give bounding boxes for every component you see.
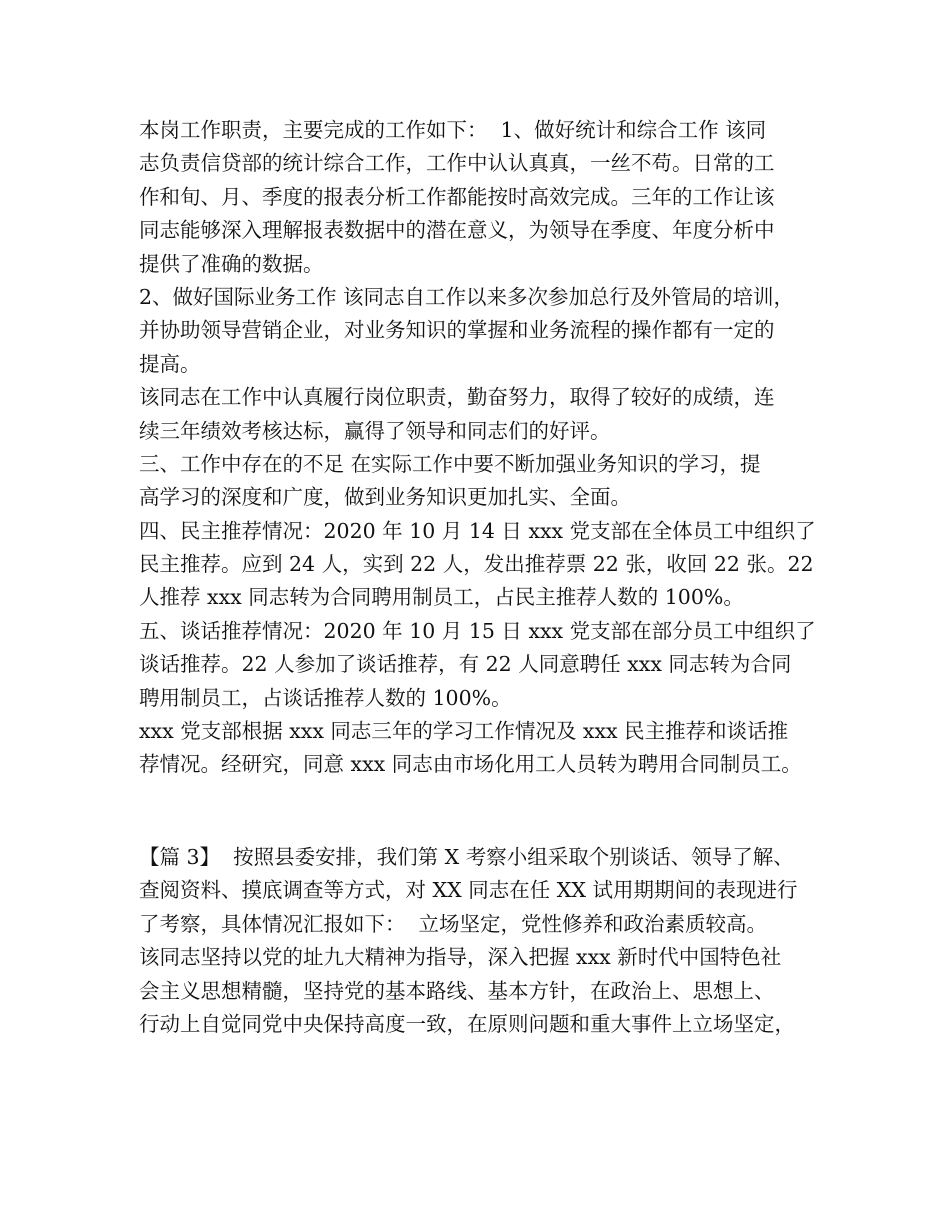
- text-line: 提供了准确的数据。: [139, 251, 324, 276]
- text-line: 志负责信贷部的统计综合工作，工作中认认真真，一丝不苟。日常的工: [139, 151, 775, 176]
- text-line: 提高。: [139, 351, 201, 376]
- text-section-b: [139, 841, 839, 1041]
- text-line: 并协助领导营销企业，对业务知识的掌握和业务流程的操作都有一定的: [139, 318, 775, 343]
- text-section-a: [139, 114, 839, 782]
- text-line: 四、民主推荐情况：2020 年 10 月 14 日 xxx 党支部在全体员工中组织了: [139, 518, 816, 543]
- text-line: 查阅资料、摸底调查等方式，对 XX 同志在任 XX 试用期期间的表现进行: [139, 878, 798, 903]
- text-line: 2、做好国际业务工作 该同志自工作以来多次参加总行及外管局的培训，: [139, 284, 795, 309]
- text-line: 三、工作中存在的不足 在实际工作中要不断加强业务知识的学习，提: [139, 451, 761, 476]
- text-line: 民主推荐。应到 24 人，实到 22 人，发出推荐票 22 张，收回 22 张。22: [139, 552, 814, 577]
- text-line: 高学习的深度和广度，做到业务知识更加扎实、全面。: [139, 485, 631, 510]
- text-line: 本岗工作职责，主要完成的工作如下： 1、做好统计和综合工作 该同: [139, 118, 767, 142]
- text-line: 同志能够深入理解报表数据中的潜在意义，为领导在季度、年度分析中: [139, 218, 775, 243]
- text-line: 谈话推荐。22 人参加了谈话推荐，有 22 人同意聘任 xxx 同志转为合同: [139, 652, 792, 677]
- text-line: 会主义思想精髓，坚持党的基本路线、基本方针，在政治上、思想上、: [139, 978, 775, 1003]
- text-line: 【篇 3】 按照县委安排，我们第 X 考察小组采取个别谈话、领导了解、: [139, 845, 794, 869]
- text-line: 人推荐 xxx 同志转为合同聘用制员工，占民主推荐人数的 100%。: [139, 585, 744, 610]
- text-line: 该同志在工作中认真履行岗位职责，勤奋努力，取得了较好的成绩，连: [139, 385, 775, 410]
- text-line: 聘用制员工，占谈话推荐人数的 100%。: [139, 685, 512, 710]
- text-line: 了考察，具体情况汇报如下： 立场坚定，党性修养和政治素质较高。: [139, 911, 768, 936]
- text-line: 行动上自觉同党中央保持高度一致，在原则问题和重大事件上立场坚定，: [139, 1011, 795, 1036]
- text-line: xxx 党支部根据 xxx 同志三年的学习工作情况及 xxx 民主推荐和谈话推: [139, 719, 789, 744]
- text-line: 作和旬、月、季度的报表分析工作都能按时高效完成。三年的工作让该: [139, 184, 775, 209]
- text-line: 荐情况。经研究，同意 xxx 同志由市场化用工人员转为聘用合同制员工。: [139, 752, 802, 777]
- text-line: 五、谈话推荐情况：2020 年 10 月 15 日 xxx 党支部在部分员工中组织了: [139, 618, 816, 643]
- text-line: 该同志坚持以党的址九大精神为指导，深入把握 xxx 新时代中国特色社: [139, 945, 782, 970]
- text-line: 续三年绩效考核达标，赢得了领导和同志们的好评。: [139, 418, 611, 443]
